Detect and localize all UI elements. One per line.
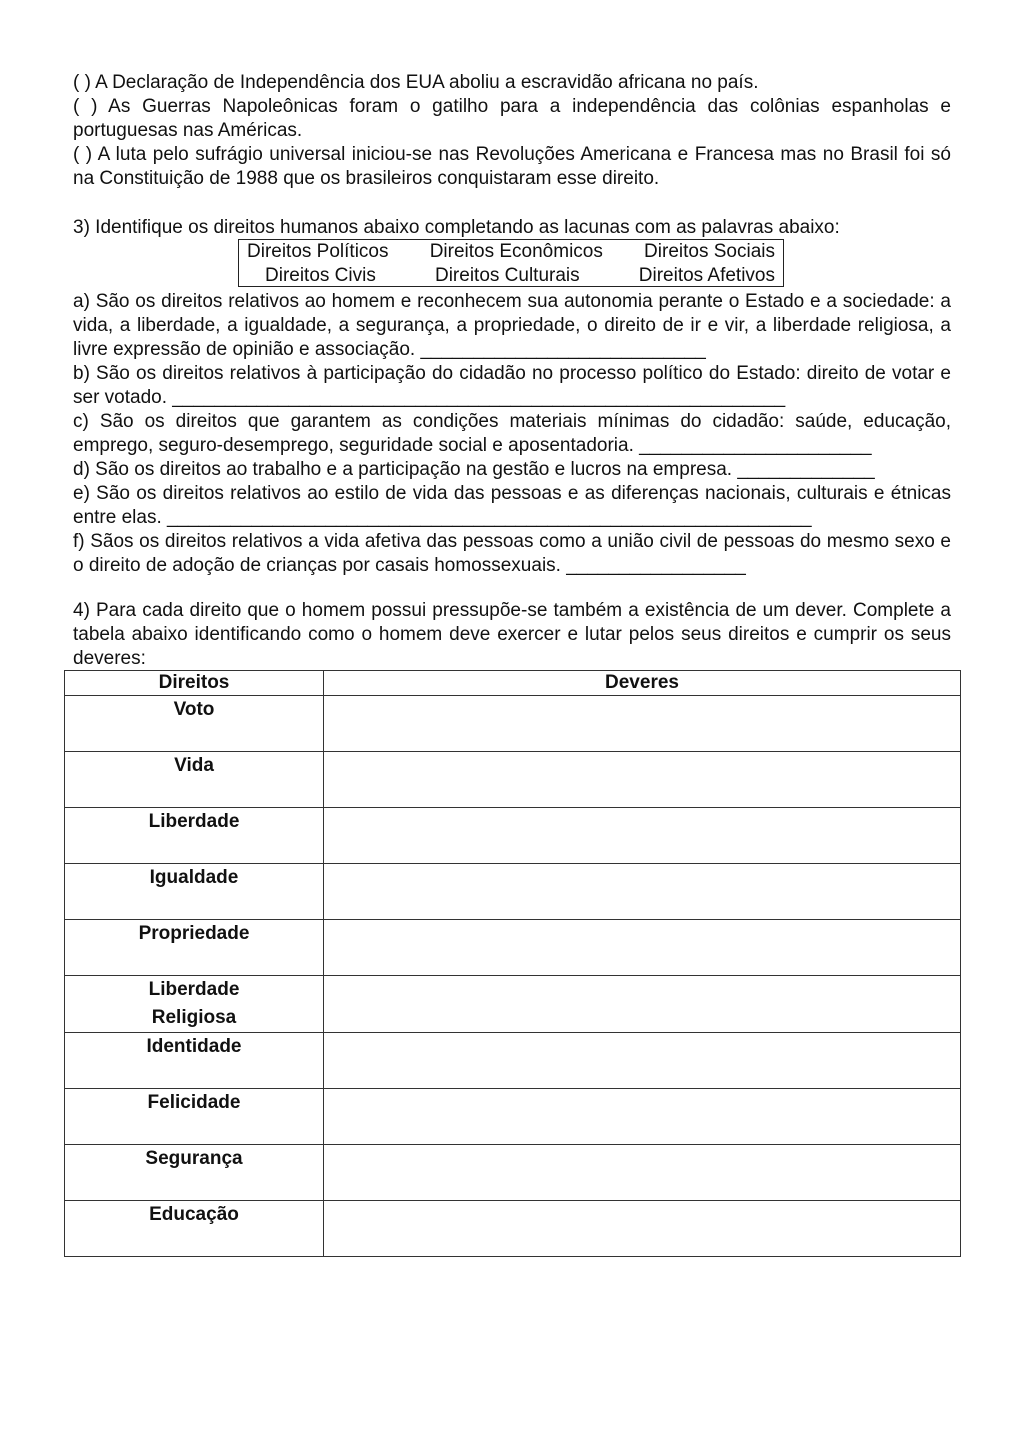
- right-cell: Liberdade Religiosa: [65, 976, 324, 1033]
- duty-cell[interactable]: [324, 1201, 961, 1257]
- duty-cell[interactable]: [324, 864, 961, 920]
- q3-item-a: a) São os direitos relativos ao homem e reconhecem sua autonomia perante o Estado e a sociedade: a vida, a liberdade, a igualdade, a segurança, a propriedade, o direito de ir e vir, a liberdade religiosa, a livre expressão de opinião e associação. ___________________________: [73, 291, 951, 360]
- q3-item-c: c) São os direitos que garantem as condições materiais mínimas do cidadão: saúde, educação, emprego, seguro-desemprego, seguridade social e aposentadoria. ______________________: [73, 411, 951, 456]
- table-row: [65, 752, 961, 808]
- right-cell: Segurança: [65, 1145, 324, 1201]
- table-row: [65, 808, 961, 864]
- duty-cell[interactable]: [324, 1089, 961, 1145]
- word-bank-item: Direitos Culturais: [434, 265, 580, 286]
- right-cell: Vida: [65, 752, 324, 808]
- table-header-row: [65, 671, 961, 696]
- rights-duties-table: [64, 670, 961, 1257]
- word-bank-item: Direitos Civis: [265, 265, 376, 286]
- q3-item-d: d) São os direitos ao trabalho e a participação na gestão e lucros na empresa. _____________: [73, 459, 875, 480]
- q3-item-b: b) São os direitos relativos à participação do cidadão no processo político do Estado: direito de votar e ser votado. __________________________________________________________: [73, 363, 951, 408]
- word-bank-item: Direitos Afetivos: [638, 265, 775, 286]
- word-bank-item: Direitos Econômicos: [429, 241, 603, 262]
- table-row: [65, 1201, 961, 1257]
- col-header-rights: Direitos: [65, 671, 324, 696]
- table-row: [65, 696, 961, 752]
- table-row: [65, 920, 961, 976]
- duty-cell[interactable]: [324, 976, 961, 1033]
- q3-item-f: f) Sãos os direitos relativos a vida afetiva das pessoas como a união civil de pessoas do mesmo sexo e o direito de adoção de crianças por casais homossexuais. _________________: [73, 531, 951, 576]
- table-row: [65, 1089, 961, 1145]
- q4-prompt: 4) Para cada direito que o homem possui pressupõe-se também a existência de um dever. Complete a tabela abaixo identificando como o homem deve exercer e lutar pelos seus direitos e cumprir os seus deveres:: [73, 600, 951, 669]
- duty-cell[interactable]: [324, 808, 961, 864]
- word-bank-row: [239, 264, 783, 288]
- col-header-duties: Deveres: [324, 671, 961, 696]
- tf-item: ( ) A luta pelo sufrágio universal iniciou-se nas Revoluções Americana e Francesa mas no Brasil foi só na Constituição de 1988 que os brasileiros conquistaram esse direito.: [73, 144, 951, 189]
- duty-cell[interactable]: [324, 1145, 961, 1201]
- duty-cell[interactable]: [324, 696, 961, 752]
- right-cell: Educação: [65, 1201, 324, 1257]
- word-bank-item: Direitos Sociais: [644, 241, 775, 262]
- table-row: [65, 1033, 961, 1089]
- duty-cell[interactable]: [324, 1033, 961, 1089]
- right-cell: Felicidade: [65, 1089, 324, 1145]
- duty-cell[interactable]: [324, 752, 961, 808]
- q3-prompt: 3) Identifique os direitos humanos abaixo completando as lacunas com as palavras abaixo:: [73, 217, 840, 238]
- table-row: [65, 864, 961, 920]
- duty-cell[interactable]: [324, 920, 961, 976]
- right-cell: Identidade: [65, 1033, 324, 1089]
- q3-item-e: e) São os direitos relativos ao estilo de vida das pessoas e as diferenças nacionais, culturais e étnicas entre elas. _____________________________________________________________: [73, 483, 951, 528]
- word-bank-row: [239, 240, 783, 264]
- tf-item: ( ) As Guerras Napoleônicas foram o gatilho para a independência das colônias espanholas e portuguesas nas Américas.: [73, 96, 951, 141]
- tf-item: ( ) A Declaração de Independência dos EUA aboliu a escravidão africana no país.: [73, 72, 759, 93]
- q3-items: [73, 290, 951, 578]
- true-false-block: [73, 71, 951, 191]
- right-cell: Igualdade: [65, 864, 324, 920]
- right-cell: Liberdade: [65, 808, 324, 864]
- table-row: [65, 1145, 961, 1201]
- word-bank: [238, 239, 784, 287]
- word-bank-item: Direitos Políticos: [247, 241, 389, 262]
- right-cell: Propriedade: [65, 920, 324, 976]
- table-row: [65, 976, 961, 1033]
- right-cell: Voto: [65, 696, 324, 752]
